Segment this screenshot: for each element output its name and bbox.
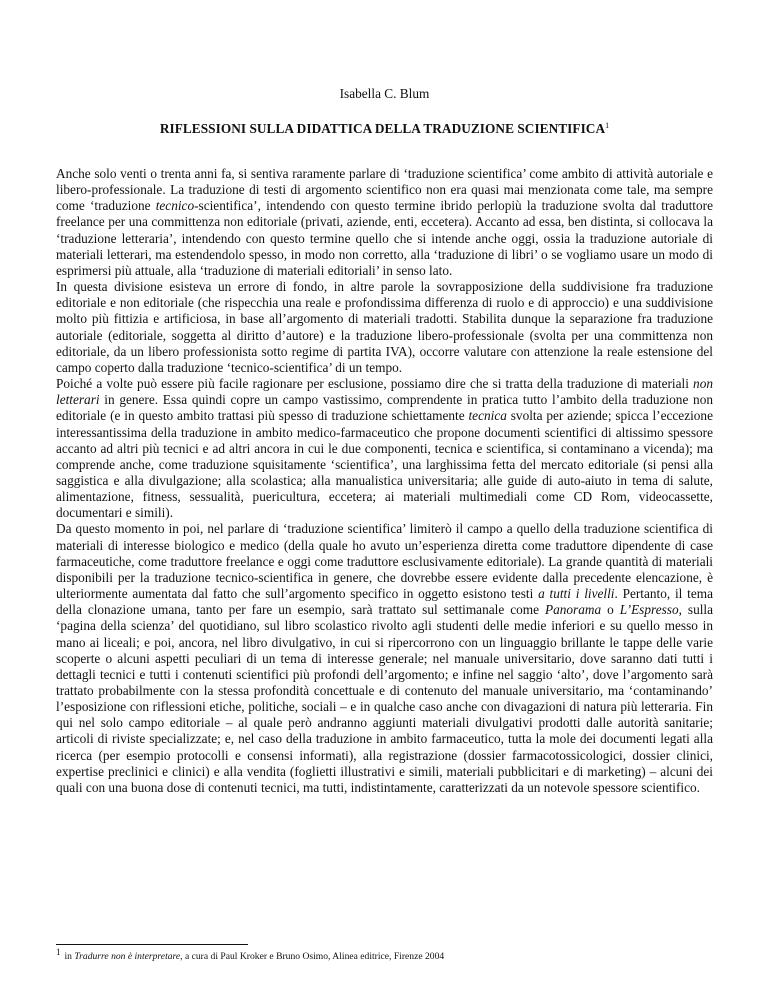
- footnote: [56, 947, 713, 963]
- footnote-book-title: Tradurre non è interpretare: [74, 951, 181, 962]
- text-run: Da questo momento in poi, nel parlare di ‘traduzione scientifica’ limiterò il campo a quello della traduzione scientifica di materiali di interesse biologico e medico (della quale ho avuto un’esperienza diretta come traduttore dipendente di case farmaceutiche, come traduttore freelance e oggi come traduttore esclusivamente editoriale). La grande quantità di materiali disponibili per la traduzione tecnico-scientifica in genere, che dovrebbe essere evidente dalla precedente elencazione, è ulteriormente aumentata dal fatto che sull’argomento specifico in oggetto esistono testi: [56, 521, 713, 602]
- italic-text: a tutti i livelli: [538, 586, 615, 602]
- text-run: o: [601, 602, 620, 618]
- text-run: -scientifica’, intendendo con questo termine ibrido perlopiù la traduzione svolta dal traduttore freelance per una committenza non editoriale (privati, aziende, enti, eccetera). Accanto ad essa, ben distinta, si collocava la ‘traduzione letteraria’, intendendo con questo termine quello che si intende anche oggi, ossia la traduzione autoriale di materiali letterari, ma estendendolo spesso, in modo non corretto, alla ‘traduzione di libri’ o se vogliamo usare un modo di esprimersi più attuale, alla ‘traduzione di materiali editoriali’ in senso lato.: [56, 198, 713, 278]
- paragraph: [56, 376, 713, 521]
- text-run: . Pertanto, il tema della clonazione umana, tanto per fare un esempio, sarà trattato sul settimanale come: [56, 586, 713, 618]
- italic-text: tecnico: [155, 198, 195, 214]
- italic-text: Panorama: [544, 602, 602, 618]
- footnote-reference: 1: [605, 121, 610, 130]
- article-body: [56, 166, 713, 796]
- footnote-text: in: [64, 951, 75, 962]
- italic-text: non letterari: [56, 376, 713, 408]
- paragraph: [56, 279, 713, 376]
- paragraph: [56, 166, 713, 279]
- text-run: in genere. Essa quindi copre un campo vastissimo, comprendente in pratica tutto l’ambito della traduzione non editoriale (e in questo ambito trattasi più spesso di traduzione schiettamente: [56, 392, 713, 424]
- text-run: , sulla ‘pagina della scienza’ del quotidiano, sul libro scolastico rivolto agli studenti delle medie inferiori e su quello messo in mano ai liceali; e poi, ancora, nel libro divulgativo, in cui si ripercorrono con un linguaggio brillante le tappe delle varie scoperte o alcuni aspetti peculiari di un tema di interesse generale; nel manuale universitario, dove saranno dati tutti i dettagli tecnici e tutti i contenuti scientifici più profondi dell’argomento; e infine nel saggio ‘alto’, dove l’argomento sarà trattato probabilmente con la stessa profondità concettuale e di contenuto del manuale universitario, ma ‘contaminando’ l’esposizione con riflessioni etiche, politiche, sociali – e in qualche caso anche con divagazioni di natura più letteraria. Fin qui nel solo campo editoriale – al quale però andranno aggiunti materiali divulgativi prodotti dalle autorità sanitarie; articoli di riviste specializzate; e, nel caso della traduzione in ambito farmaceutico, tutta la mole dei documenti legati alla ricerca (per esempio protocolli e consensi informati), alla registrazione (dossier farmacotossicologici, dossier clinici, expertise preclinici e clinici) e alla vendita (foglietti illustrativi e simili, materiali pubblicitari e di marketing) – alcuni dei quali con una buona dose di contenuti tecnici, ma tutti, indistintamente, caratterizzati da un notevole spessore scientifico.: [56, 602, 714, 795]
- text-run: In questa divisione esisteva un errore di fondo, in altre parole la sovrapposizione della suddivisione fra traduzione editoriale e non editoriale (che rispecchia una reale e profondissima differenza di ruolo e di approccio) e una suddivisione molto più fittizia e artificiosa, in base all’argomento di materiali tradotti. Stabilita dunque la separazione fra traduzione autoriale (editoriale, soggetta al diritto d’autore) e la traduzione libero-professionale (svolta per una committenza non editoriale, da un libero professionista sotto regime di partita IVA), occorre valutare con attenzione la reale estensione del campo coperto dalla traduzione ‘tecnico-scientifica’ di un tempo.: [56, 279, 713, 375]
- text-run: Poiché a volte può essere più facile ragionare per esclusione, possiamo dire che si tratta della traduzione di materiali: [56, 376, 694, 392]
- author-name: Isabella C. Blum: [339, 86, 430, 101]
- footnote-separator: [56, 944, 248, 945]
- footnote-text: , a cura di Paul Kroker e Bruno Osimo, Alinea editrice, Firenze 2004: [180, 951, 445, 962]
- text-run: Anche solo venti o trenta anni fa, si sentiva raramente parlare di ‘traduzione scientifica’ come ambito di attività autoriale e libero-professionale. La traduzione di testi di argomento scientifico non era quasi mai menzionata come tale, ma sempre come ‘traduzione: [56, 166, 713, 214]
- article-title: [56, 121, 713, 137]
- italic-text: tecnica: [468, 408, 507, 424]
- footnote-mark: 1: [56, 947, 61, 957]
- text-run: svolta per aziende; spicca l’eccezione interessantissima della traduzione in ambito medico-farmaceutico che propone documenti scientifici di altissimo spessore accanto ad altri più tecnici e ad altri ancora in cui le due componenti, tecnica e scientifica, si contaminano a vicenda); ma comprende anche, come traduzione squisitamente ‘scientifica’, una larghissima fetta del mercato editoriale (si pensi alla saggistica e alla divulgazione; alla scolastica; alla manualistica universitaria; alle guide di auto-aiuto in tema di salute, alimentazione, fitness, sessualità, puericultura, eccetera; ai materiali multimediali come CD Rom, videocassette, documentari e simili).: [56, 408, 713, 521]
- article-title-text: RIFLESSIONI SULLA DIDATTICA DELLA TRADUZIONE SCIENTIFICA: [159, 121, 606, 136]
- italic-text: L’Espresso: [619, 602, 679, 618]
- paragraph: [56, 521, 713, 796]
- page-content: [56, 86, 713, 796]
